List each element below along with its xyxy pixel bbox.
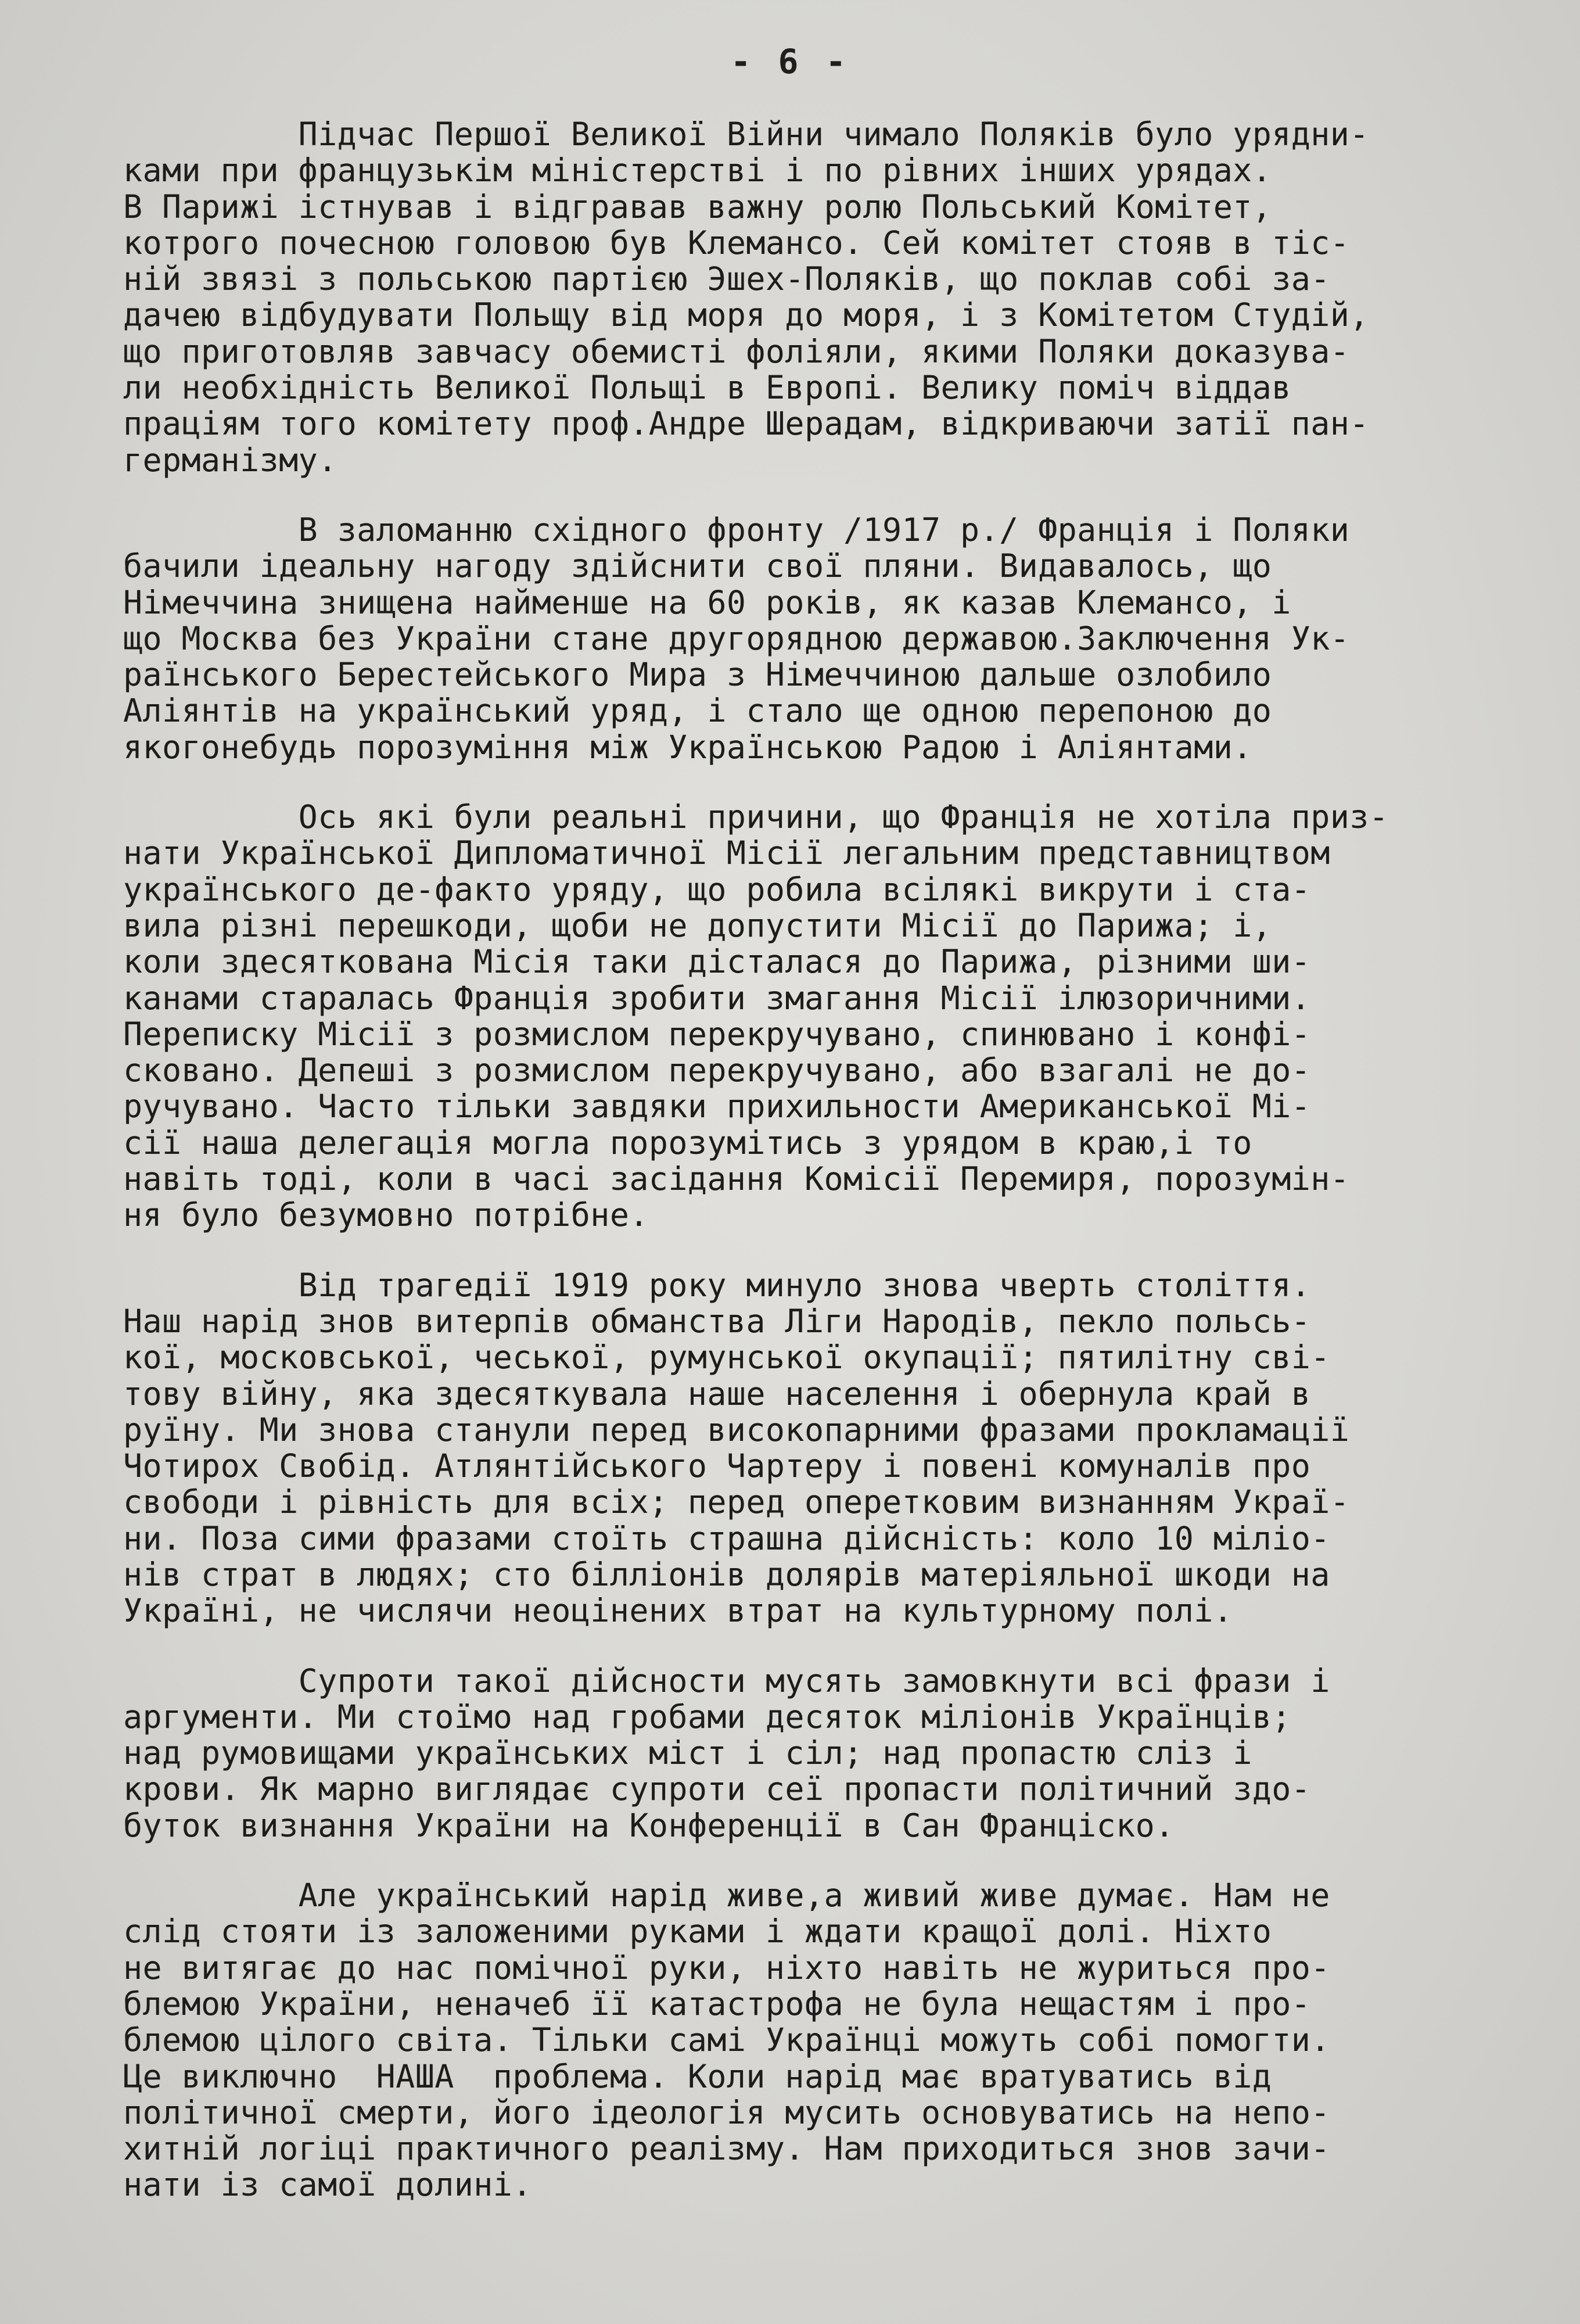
text-line: котрого почесною головою був Клемансо. Сей комітет стояв в тіс- <box>123 224 1350 261</box>
text-line: нів страт в людях; сто білліонів долярів матеріяльної шкоди на <box>123 1556 1330 1593</box>
text-line: аргументи. Ми стоїмо над гробами десяток міліонів Українців; <box>123 1698 1291 1735</box>
text-line: нати із самої долині. <box>123 2167 532 2203</box>
text-line: крови. Як марно виглядає супроти сеї пропасти політичний здо- <box>123 1771 1311 1807</box>
text-line: Україні, не числячи неоцінених втрат на культурному полі. <box>123 1593 1233 1629</box>
page-number: - 6 - <box>730 42 850 81</box>
text-line: навіть тоді, коли в часі засідання Комісії Перемиря, порозумін- <box>123 1161 1350 1197</box>
text-line: Супроти такої дійсности мусять замовкнути всі фрази і <box>123 1662 1330 1699</box>
text-line: дачею відбудувати Польщу від моря до моря, і з Комітетом Студій, <box>123 297 1369 333</box>
text-line: нати Української Дипломатичної Місії легальним представництвом <box>123 835 1330 871</box>
text-line: кої, московської, чеської, румунської окупації; пятилітну сві- <box>123 1339 1330 1376</box>
text-line: сії наша делегація могла порозумітись з урядом в краю,і то <box>123 1124 1252 1161</box>
text-line: раїнського Берестейського Мира з Німеччиною дальше озлобило <box>123 657 1272 693</box>
text-line: слід стояти із заложеними руками і ждати кращої долі. Ніхто <box>123 1913 1272 1950</box>
text-line: Наш нарід знов витерпів обманства Ліги Народів, пекло польсь- <box>123 1303 1311 1340</box>
text-line: Але український нарід живе,а живий живе думає. Нам не <box>123 1877 1330 1914</box>
paragraph-5 <box>123 1663 1459 1844</box>
text-line: Це виключно НАША проблема. Коли нарід має вратуватись від <box>123 2058 1272 2095</box>
text-line: над румовищами українських міст і сіл; над пропастю сліз і <box>123 1735 1252 1771</box>
text-line: бачили ідеальну нагоду здійснити свої пляни. Видавалось, що <box>123 548 1272 584</box>
text-line: буток визнання України на Конференції в Сан Франціско. <box>123 1807 1175 1844</box>
text-line: ни. Поза сими фразами стоїть страшна дійсність: коло 10 міліо- <box>123 1520 1330 1556</box>
text-line: Німеччина знищена найменше на 60 років, як казав Клемансо, і <box>123 584 1291 621</box>
text-line: ками при французькім міністерстві і по рівних інших урядах. <box>123 152 1272 189</box>
text-line: канами старалась Франція зробити змагання Місії ілюзоричними. <box>123 980 1311 1016</box>
text-line: якогонебудь порозуміння між Українською Радою і Аліянтами. <box>123 729 1252 766</box>
text-line: руїну. Ми знова станули перед високопарними фразами прокламації <box>123 1411 1350 1448</box>
text-line: В Парижі істнував і відгравав важну ролю Польський Комітет, <box>123 188 1272 225</box>
text-line: Чотирох Свобід. Атлянтійського Чартеру і повені комуналів про <box>123 1448 1311 1484</box>
text-line: хитній логіці практичного реалізму. Нам приходиться знов зачи- <box>123 2131 1330 2167</box>
text-line: Переписку Місії з розмислом перекручувано, спинювано і конфі- <box>123 1016 1311 1053</box>
paragraph-4 <box>123 1267 1459 1629</box>
text-line: ня було безумовно потрібне. <box>123 1197 649 1233</box>
text-line: свободи і рівність для всіх; перед оперетковим визнанням Украї- <box>123 1484 1350 1520</box>
text-line: ли необхідність Великої Польщі в Европі. Велику поміч віддав <box>123 370 1291 406</box>
text-line: ній звязі з польською партією Эшех-Поляків, що поклав собі за- <box>123 261 1330 297</box>
paragraph-6 <box>123 1877 1459 2203</box>
text-line: коли здесяткована Місія таки дісталася до Парижа, різними ши- <box>123 944 1311 980</box>
text-line: що приготовляв завчасу обемисті фоліяли, якими Поляки доказува- <box>123 333 1350 370</box>
paragraph-1 <box>123 116 1459 478</box>
text-line: блемою України, неначеб її катастрофа не була нещастям і про- <box>123 1985 1311 2022</box>
text-line: Від трагедії 1919 року минуло знова чверть століття. <box>123 1267 1311 1303</box>
text-line: германізму. <box>123 442 337 478</box>
text-line: В заломанню східного фронту /1917 р./ Франція і Поляки <box>123 511 1350 548</box>
text-line: блемою цілого світа. Тільки самі Українці можуть собі помогти. <box>123 2022 1330 2058</box>
text-line: тову війну, яка здесяткувала наше населення і обернула край в <box>123 1375 1311 1412</box>
text-line: українського де-факто уряду, що робила всілякі викрути і ста- <box>123 871 1311 908</box>
text-line: праціям того комітету проф.Андре Шерадам, відкриваючи затії пан- <box>123 406 1369 442</box>
text-line: Ось які були реальні причини, що Франція не хотіла приз- <box>123 799 1389 835</box>
text-line: Підчас Першої Великої Війни чимало Поляків було урядни- <box>123 116 1369 153</box>
text-line: вила різні перешкоди, щоби не допустити Місії до Парижа; і, <box>123 907 1272 944</box>
body-text <box>123 116 1459 2237</box>
paragraph-2 <box>123 512 1459 765</box>
text-line: Аліянтів на український уряд, і стало ще одною перепоною до <box>123 693 1272 729</box>
text-line: сковано. Депеші з розмислом перекручувано, або взагалі не до- <box>123 1052 1311 1089</box>
text-line: ручувано. Часто тільки завдяки прихильности Американської Мі- <box>123 1088 1311 1125</box>
text-line: що Москва без України стане другорядною державою.Заключення Ук- <box>123 620 1350 657</box>
text-line: політичної смерти, його ідеологія мусить основуватись на непо- <box>123 2094 1330 2131</box>
paragraph-3 <box>123 799 1459 1233</box>
text-line: не витягає до нас помічної руки, ніхто навіть не журиться про- <box>123 1949 1330 1986</box>
